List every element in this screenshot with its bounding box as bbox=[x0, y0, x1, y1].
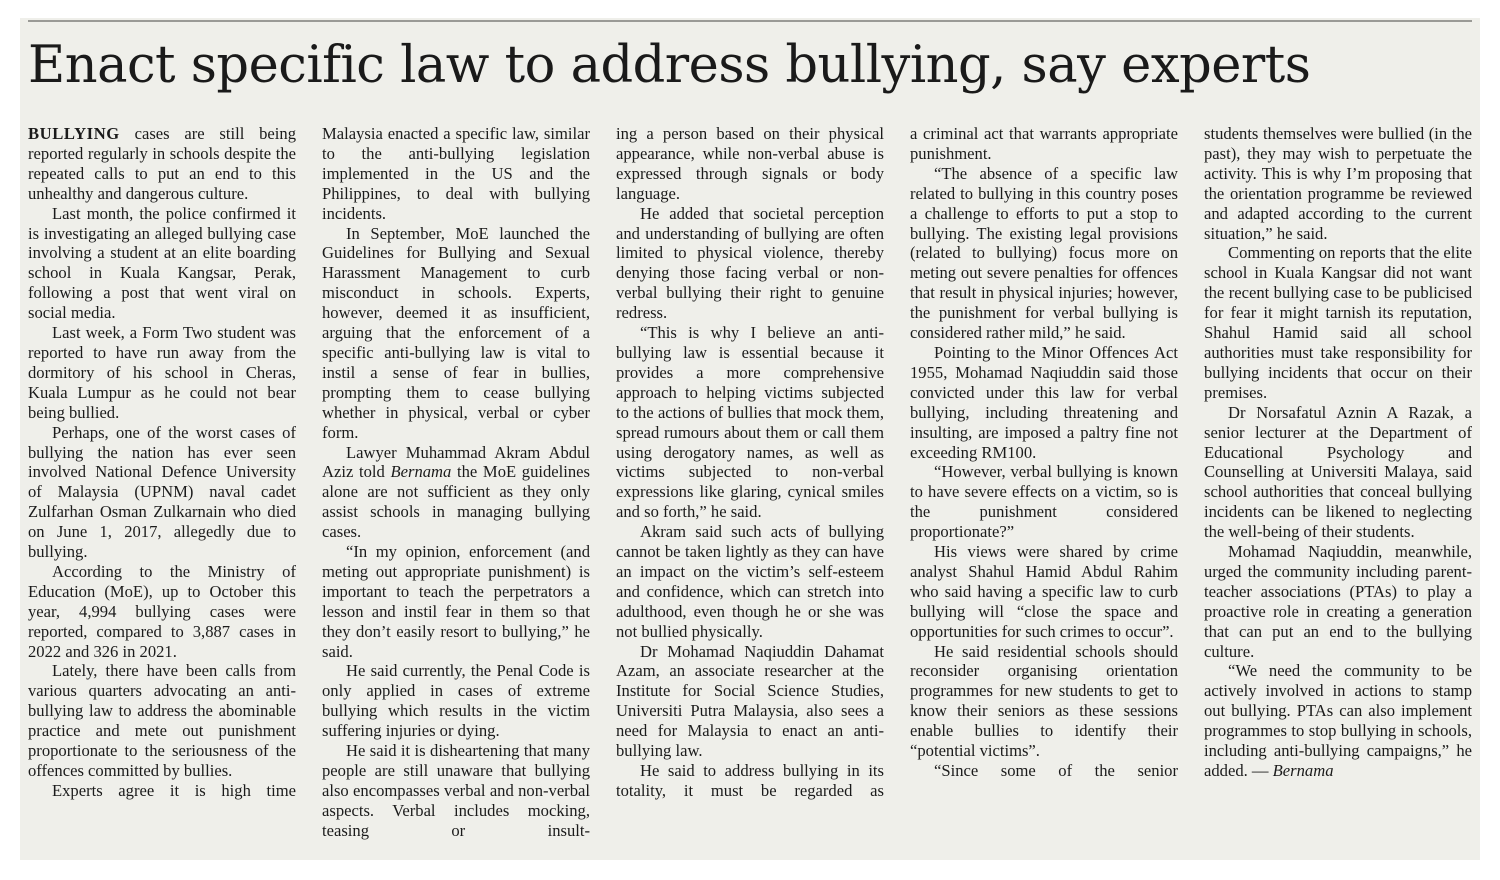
paragraph: In September, MoE launched the Guidelines for Bullying and Sexual Harassment Management to curb misconduct in schools. Experts, however, deemed it as insufficient, arguing that the enforcement of a specific anti-bullying law is vital to instil a sense of fear in bullies, prompting them to cease bullying whether in physical, verbal or cyber form. bbox=[322, 223, 590, 442]
paragraph: a criminal act that warrants appropriate punishment. bbox=[910, 124, 1178, 163]
paragraph: Experts agree it is high time bbox=[52, 780, 296, 800]
top-rule bbox=[28, 20, 1472, 22]
paragraph: His views were shared by crime analyst Shahul Hamid Abdul Rahim who said having a specific law to curb bullying will “close the space and opportunities for such crimes to occur”. bbox=[910, 542, 1178, 641]
paragraph: Dr Mohamad Naqiuddin Dahamat Azam, an associate researcher at the Institute for Social Science Studies, Universiti Putra Malaysia, also sees a need for Malaysia to enact an anti-bullying law. bbox=[616, 641, 884, 761]
paragraph: Last week, a Form Two student was reported to have run away from the dormitory of his school in Cheras, Kuala Lumpur as he could not bear being bullied. bbox=[28, 323, 296, 422]
column-3 bbox=[616, 124, 884, 854]
paragraph: Last month, the police confirmed it is investigating an alleged bullying case involving a student at an elite boarding school in Kuala Kangsar, Perak, following a post that went viral on social media. bbox=[28, 203, 296, 323]
byline: Bernama bbox=[1272, 761, 1334, 780]
paragraph: According to the Ministry of Education (MoE), up to October this year, 4,994 bullying cases were reported, compared to 3,887 cases in 2022 and 326 in 2021. bbox=[28, 561, 296, 661]
column-5 bbox=[1204, 124, 1472, 854]
paragraph: Pointing to the Minor Offences Act 1955, Mohamad Naqiuddin said those convicted under this law for verbal bullying, including threatening and insulting, are imposed a paltry fine not exceeding RM100. bbox=[910, 342, 1178, 462]
paragraph: Dr Norsafatul Aznin A Razak, a senior lecturer at the Department of Educational Psychology and Counselling at Universiti Malaya, said school authorities that conceal bullying incidents can be likened to neglecting the well-being of their students. bbox=[1204, 402, 1472, 542]
paragraph: Commenting on reports that the elite school in Kuala Kangsar did not want the recent bullying case to be publicised for fear it might tarnish its reputation, Shahul Hamid said all school authorities must take responsibility for bullying incidents that occur on their premises. bbox=[1204, 243, 1472, 402]
lead-word: BULLYING bbox=[28, 124, 120, 143]
paragraph: “However, verbal bullying is known to have severe effects on a victim, so is the punishment considered proportionate?” bbox=[910, 462, 1178, 542]
newspaper-clipping bbox=[20, 18, 1480, 860]
paragraph: Malaysia enacted a specific law, similar to the anti-bullying legislation implemented in the US and the Philippines, to deal with bullying incidents. bbox=[322, 124, 590, 223]
article-body bbox=[20, 124, 1480, 856]
paragraph: He added that societal perception and understanding of bullying are often limited to physical violence, thereby denying those facing verbal or non-verbal bullying their right to genuine redress. bbox=[616, 203, 884, 323]
paragraph: students themselves were bullied (in the past), they may wish to perpetuate the activity. This is why I’m proposing that the orientation programme be reviewed and adapted according to the current situation,” he said. bbox=[1204, 124, 1472, 243]
paragraph: “In my opinion, enforcement (and meting out appropriate punishment) is important to teach the perpetrators a lesson and instil fear in them so that they don’t easily resort to bullying,” he said. bbox=[322, 542, 590, 661]
paragraph: He said it is disheartening that many people are still unaware that bullying also encompasses verbal and non-verbal aspects. Verbal includes mocking, teasing or insult- bbox=[322, 741, 590, 840]
paragraph: BULLYING cases are still being reported regularly in schools despite the repeated calls to put an end to this unhealthy and dangerous culture. bbox=[28, 124, 296, 203]
paragraph: “This is why I believe an anti-bullying law is essential because it provides a more comprehensive approach to helping victims subjected to the actions of bullies that mock them, spread rumours about them or call them using derogatory names, as well as victims subjected to non-verbal expressions like glaring, cynical smiles and so forth,” he said. bbox=[616, 323, 884, 522]
publication-name: Bernama bbox=[390, 462, 452, 482]
column-4 bbox=[910, 124, 1178, 854]
paragraph: “The absence of a specific law related to bullying in this country poses a challenge to efforts to put a stop to bullying. The existing legal provisions (related to bullying) focus more on meting out severe penalties for offences that result in physical injuries; however, the punishment for verbal bullying is considered rather mild,” he said. bbox=[910, 163, 1178, 343]
paragraph: ing a person based on their physical appearance, while non-verbal abuse is expressed through signals or body language. bbox=[616, 124, 884, 203]
column-1 bbox=[28, 124, 296, 854]
column-2 bbox=[322, 124, 590, 854]
paragraph: Lawyer Muhammad Akram Abdul Aziz told Bernama the MoE guidelines alone are not sufficient as they only assist schools in managing bullying cases. bbox=[322, 442, 590, 542]
paragraph: He said residential schools should reconsider organising orientation programmes for new students to get to know their seniors as these sessions enable bullies to identify their “potential victims”. bbox=[910, 641, 1178, 761]
paragraph: He said currently, the Penal Code is only applied in cases of extreme bullying which results in the victim suffering injuries or dying. bbox=[322, 661, 590, 741]
paragraph: Perhaps, one of the worst cases of bullying the nation has ever seen involved National Defence University of Malaysia (UPNM) naval cadet Zulfarhan Osman Zulkarnain who died on June 1, 2017, allegedly due to bullying. bbox=[28, 422, 296, 562]
paragraph: “We need the community to be actively involved in actions to stamp out bullying. PTAs can also implement programmes to stop bullying in schools, including anti-bullying campaigns,” he added. — Bernama bbox=[1204, 661, 1472, 780]
paragraph: Mohamad Naqiuddin, meanwhile, urged the community including parent-teacher associations (PTAs) to play a proactive role in creating a generation that can put an end to the bullying culture. bbox=[1204, 542, 1472, 661]
headline: Enact specific law to address bullying, say experts bbox=[28, 36, 1311, 95]
paragraph: “Since some of the senior bbox=[934, 761, 1178, 780]
paragraph: Lately, there have been calls from various quarters advocating an anti-bullying law to address the abominable practice and mete out punishment proportionate to the seriousness of the offences committed by bullies. bbox=[28, 661, 296, 780]
paragraph: He said to address bullying in its totality, it must be regarded as bbox=[616, 761, 884, 800]
paragraph: Akram said such acts of bullying cannot be taken lightly as they can have an impact on the victim’s self-esteem and confidence, which can stretch into adulthood, even though he or she was not bullied physically. bbox=[616, 522, 884, 641]
